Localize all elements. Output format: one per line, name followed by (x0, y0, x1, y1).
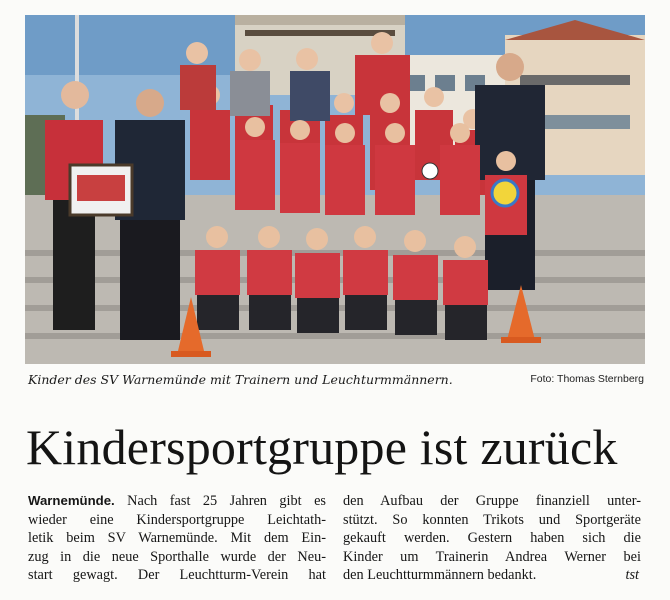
article-column-right (343, 492, 641, 585)
caption-text: Kinder des SV Warnemünde mit Trainern und Leuchturmmännern. (28, 372, 453, 387)
article-headline: Kindersportgruppe ist zurück (26, 419, 618, 475)
photo-credit: Foto: Thomas Sternberg (530, 373, 644, 385)
photo-caption (28, 372, 644, 392)
article-column-left (28, 492, 326, 585)
body-line: start gewagt. Der Leuchtturm-Verein hat (28, 567, 326, 584)
dateline: Warnemünde. (28, 493, 115, 508)
body-line: wieder eine Kindersportgruppe Leichtath- (28, 511, 326, 528)
body-line: stützt. So konnten Trikots und Sportgeräte (343, 511, 641, 528)
body-line: gekauft werden. Gestern haben sich die (343, 530, 641, 547)
group-photo (25, 15, 645, 364)
body-line: den Aufbau der Gruppe finanziell unter- (343, 493, 641, 509)
body-line: den Leuchtturmmännern bedankt. (343, 567, 537, 584)
body-line: Kinder um Trainerin Andrea Werner bei (343, 548, 641, 565)
author-signature: tst (625, 567, 639, 584)
body-line: zug in die neue Sporthalle wurde der Neu- (28, 548, 326, 565)
body-line: letik beim SV Warnemünde. Mit dem Ein- (28, 530, 326, 547)
body-line: Warnemünde. Nach fast 25 Jahren gibt es (28, 493, 326, 509)
